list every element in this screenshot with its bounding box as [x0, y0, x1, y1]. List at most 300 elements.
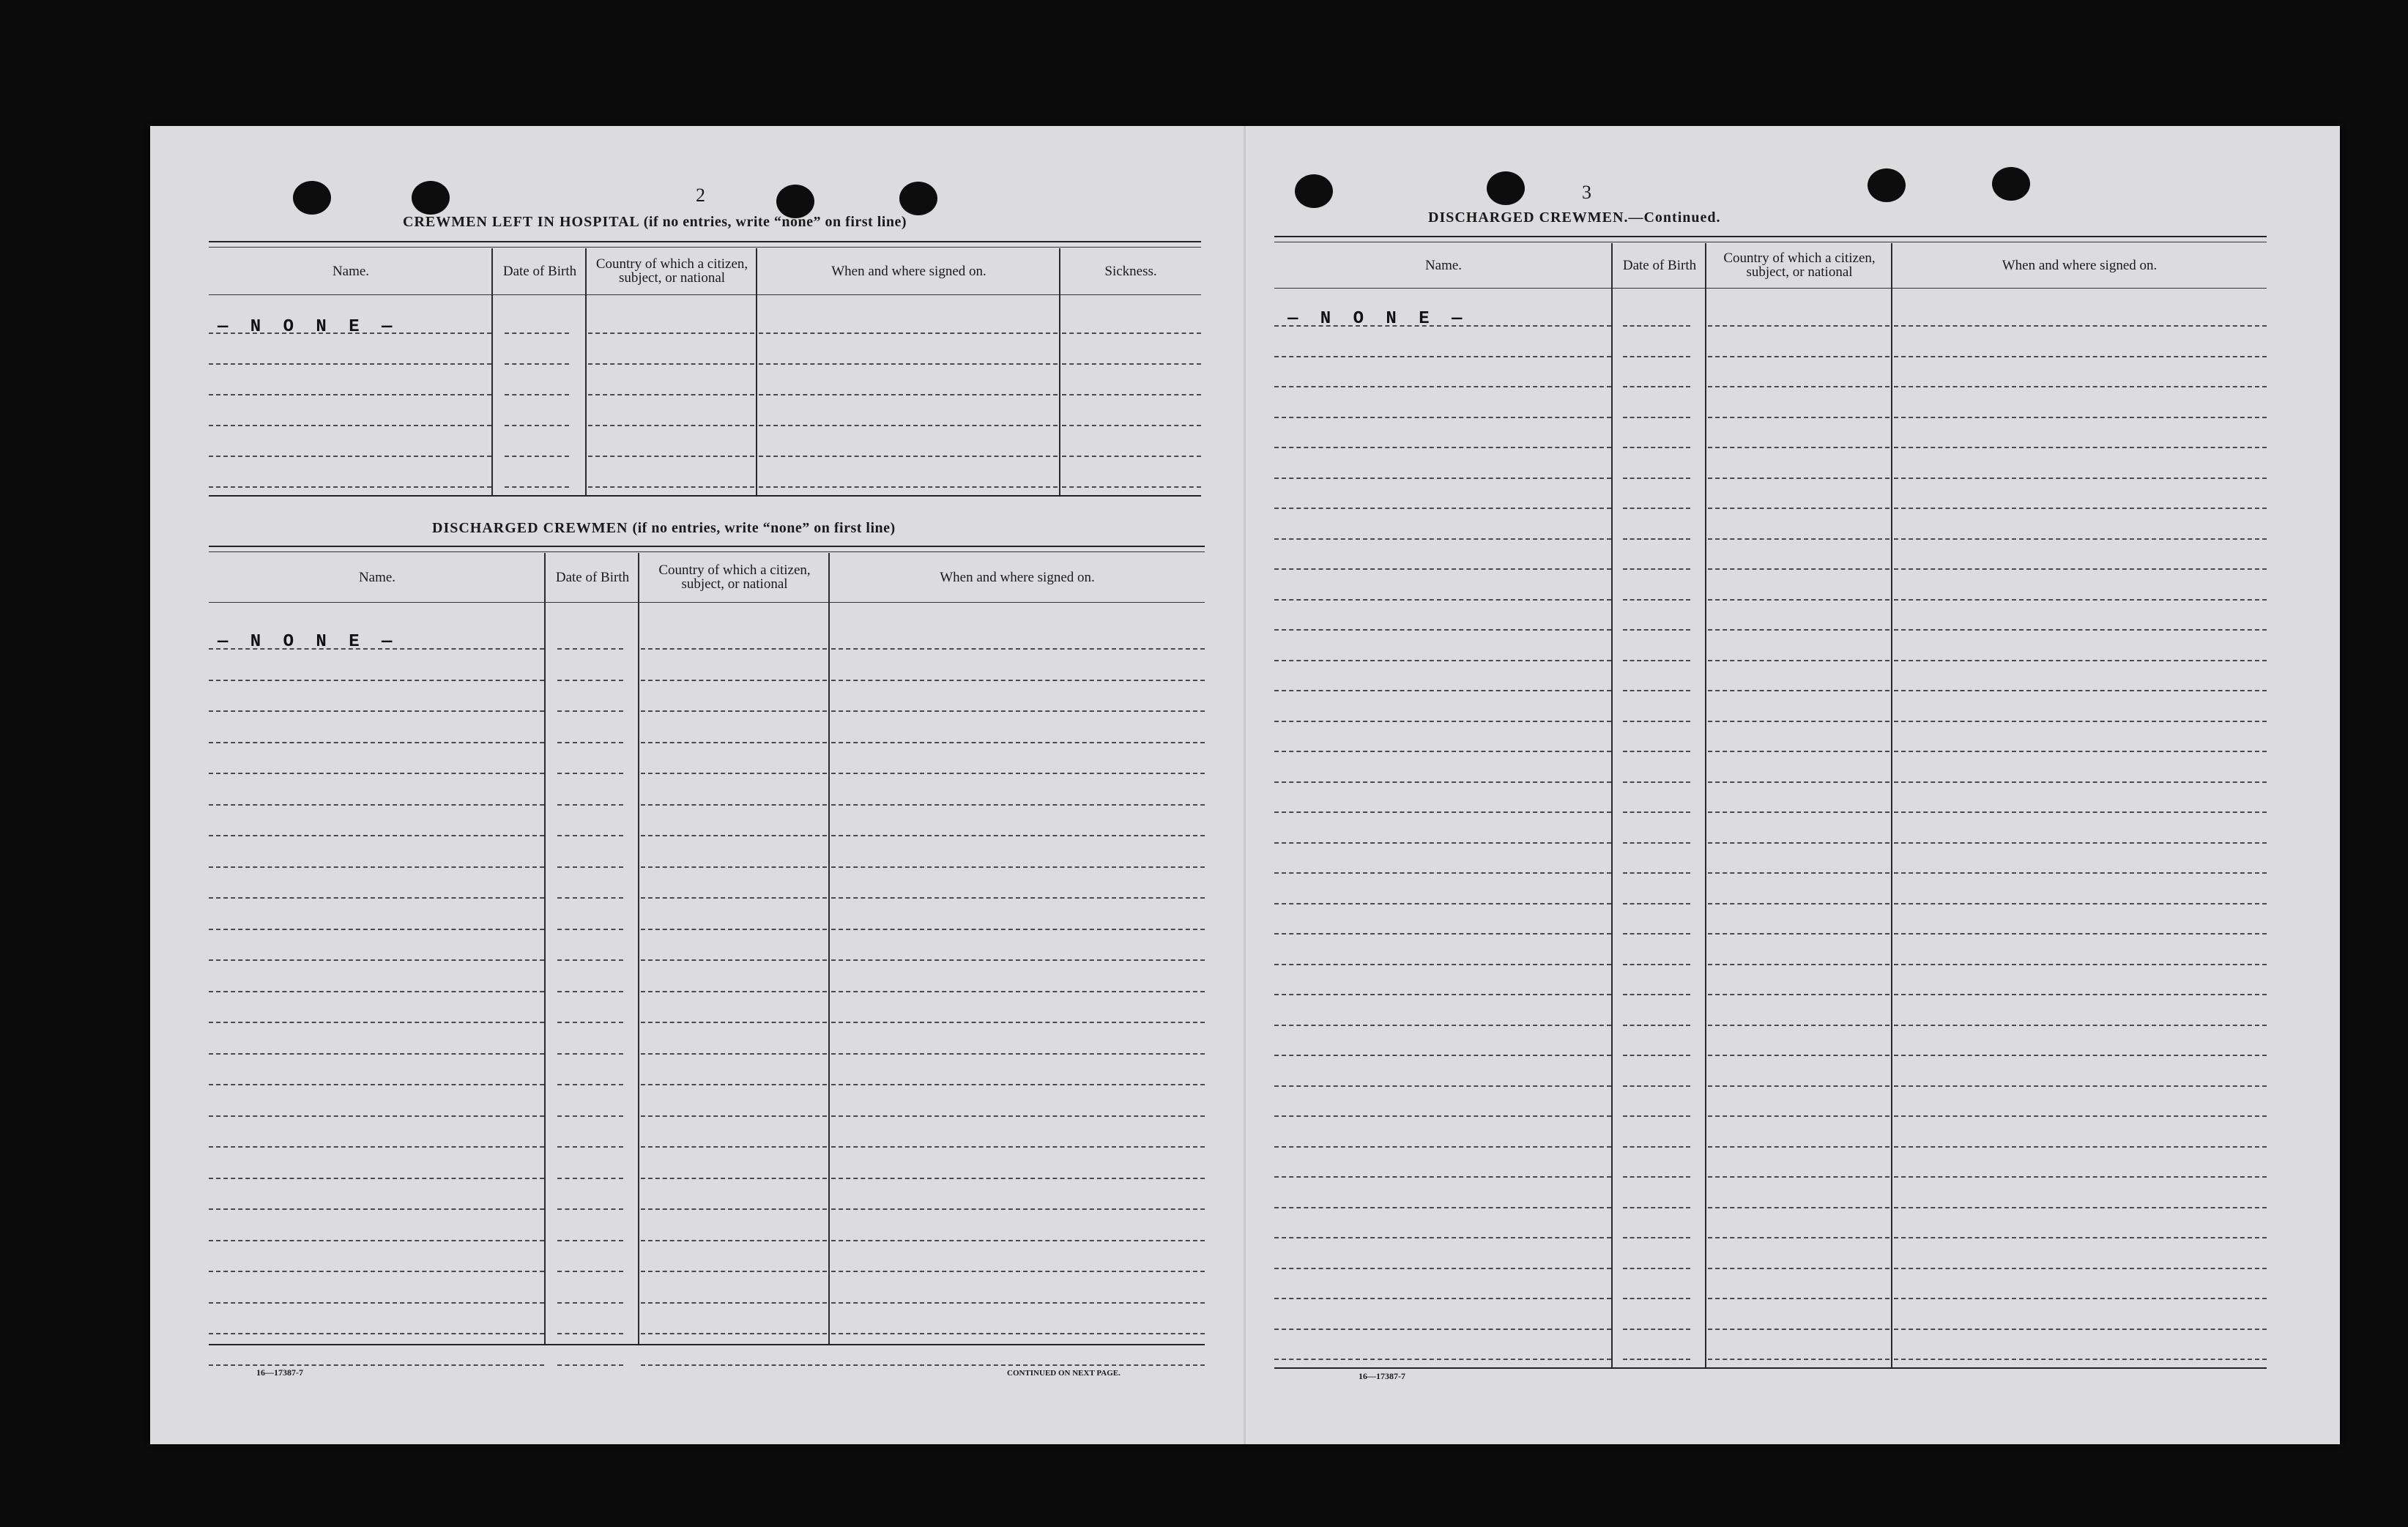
ruled-line	[831, 1364, 1205, 1366]
ruled-line	[209, 1146, 544, 1148]
ruled-line	[1274, 508, 1611, 509]
none-entry: — N O N E —	[218, 632, 398, 652]
ruled-line	[1894, 325, 2267, 327]
punch-hole	[293, 181, 331, 215]
ruled-line	[1623, 811, 1690, 813]
ruled-line	[505, 425, 569, 426]
ruled-line	[1708, 690, 1889, 691]
ruled-line	[557, 804, 623, 806]
left-page	[150, 126, 1245, 1444]
ruled-line	[505, 486, 569, 488]
ruled-line	[209, 897, 544, 899]
ruled-line	[1623, 1146, 1690, 1148]
ruled-line	[1708, 872, 1889, 874]
ruled-line	[1623, 964, 1690, 965]
ruled-line	[1708, 417, 1889, 418]
ruled-line	[1274, 721, 1611, 722]
ruled-line	[1708, 1176, 1889, 1178]
col-header-country: Country of which a citizen, subject, or national	[1723, 250, 1876, 280]
ruled-line	[1623, 325, 1690, 327]
ruled-line	[1894, 842, 2267, 844]
ruled-line	[209, 1208, 544, 1210]
ruled-line	[209, 991, 544, 992]
ruled-line	[831, 1271, 1205, 1272]
ruled-line	[557, 1333, 623, 1334]
ruled-line	[1274, 417, 1611, 418]
ruled-line	[1708, 660, 1889, 661]
ruled-line	[1894, 1115, 2267, 1117]
discharged-continued-table	[1274, 236, 2267, 1364]
ruled-line	[1708, 994, 1889, 995]
ruled-line	[1274, 1176, 1611, 1178]
ruled-line	[1274, 660, 1611, 661]
ruled-line	[1894, 964, 2267, 965]
ruled-line	[1274, 903, 1611, 904]
ruled-line	[641, 1240, 827, 1241]
ruled-line	[1894, 751, 2267, 752]
none-entry: — N O N E —	[218, 317, 398, 337]
hospital-title-instruction: (if no entries, write “none” on first line)	[643, 214, 907, 230]
ruled-line	[209, 332, 491, 334]
discharged-continued-title: DISCHARGED CREWMEN.—Continued.	[1428, 209, 1721, 226]
page-number: 2	[696, 185, 705, 206]
ruled-line	[209, 486, 491, 488]
ruled-line	[641, 835, 827, 836]
ruled-line	[641, 1333, 827, 1334]
ruled-line	[1708, 721, 1889, 722]
punch-hole	[1487, 171, 1525, 205]
ruled-line	[1623, 599, 1690, 601]
ruled-line	[1274, 690, 1611, 691]
ruled-line	[1274, 1146, 1611, 1148]
ruled-line	[831, 804, 1205, 806]
discharged-table	[209, 546, 1205, 1359]
ruled-line	[831, 959, 1205, 961]
ruled-line	[1274, 1268, 1611, 1269]
ruled-line	[1894, 447, 2267, 448]
ruled-line	[1708, 1055, 1889, 1056]
ruled-line	[1708, 538, 1889, 540]
ruled-line	[831, 680, 1205, 681]
ruled-line	[1894, 1207, 2267, 1208]
ruled-line	[831, 897, 1205, 899]
form-number: 16—17387-7	[256, 1367, 303, 1378]
ruled-line	[1623, 1176, 1690, 1178]
ruled-line	[1708, 629, 1889, 631]
ruled-line	[505, 363, 569, 365]
ruled-line	[641, 929, 827, 930]
ruled-line	[759, 363, 1058, 365]
ruled-line	[1623, 386, 1690, 387]
ruled-line	[831, 1208, 1205, 1210]
ruled-line	[1274, 872, 1611, 874]
ruled-line	[557, 742, 623, 743]
ruled-line	[1623, 781, 1690, 783]
ruled-line	[1623, 538, 1690, 540]
ruled-line	[641, 959, 827, 961]
ruled-line	[1708, 1298, 1889, 1299]
ruled-line	[1894, 538, 2267, 540]
ruled-line	[1894, 933, 2267, 935]
ruled-line	[1894, 721, 2267, 722]
ruled-line	[1623, 1085, 1690, 1087]
ruled-line	[209, 1115, 544, 1117]
ruled-line	[209, 742, 544, 743]
ruled-line	[1894, 1055, 2267, 1056]
ruled-line	[641, 1208, 827, 1210]
ruled-line	[1894, 660, 2267, 661]
ruled-line	[641, 1115, 827, 1117]
ruled-line	[1894, 568, 2267, 570]
ruled-line	[1894, 811, 2267, 813]
ruled-line	[641, 710, 827, 712]
ruled-line	[1274, 478, 1611, 479]
ruled-line	[831, 835, 1205, 836]
ruled-line	[1274, 568, 1611, 570]
col-header-name: Name.	[358, 569, 396, 585]
ruled-line	[557, 680, 623, 681]
ruled-line	[557, 1364, 623, 1366]
ruled-line	[641, 1178, 827, 1179]
ruled-line	[831, 742, 1205, 743]
ruled-line	[1623, 478, 1690, 479]
ruled-line	[831, 1178, 1205, 1179]
ruled-line	[1062, 394, 1201, 395]
ruled-line	[588, 394, 754, 395]
ruled-line	[1708, 356, 1889, 357]
ruled-line	[1623, 872, 1690, 874]
ruled-line	[209, 1271, 544, 1272]
ruled-line	[1062, 425, 1201, 426]
ruled-line	[1623, 690, 1690, 691]
right-page	[1245, 126, 2340, 1444]
ruled-line	[209, 1053, 544, 1055]
ruled-line	[641, 897, 827, 899]
ruled-line	[1623, 1329, 1690, 1330]
ruled-line	[1708, 1025, 1889, 1026]
ruled-line	[209, 648, 544, 650]
ledger-sheet	[150, 126, 2340, 1444]
ruled-line	[209, 959, 544, 961]
ruled-line	[1623, 447, 1690, 448]
ruled-line	[1894, 1359, 2267, 1360]
ruled-line	[1894, 903, 2267, 904]
ruled-line	[1274, 842, 1611, 844]
continued-note: CONTINUED ON NEXT PAGE.	[1007, 1369, 1121, 1378]
ruled-line	[1274, 629, 1611, 631]
ruled-line	[641, 1146, 827, 1148]
col-header-date-of-birth: Date of Birth	[1622, 257, 1697, 273]
col-header-signed-on: When and where signed on.	[940, 569, 1095, 585]
ruled-line	[831, 773, 1205, 774]
ruled-line	[557, 1053, 623, 1055]
ruled-line	[209, 929, 544, 930]
ruled-line	[1708, 1237, 1889, 1238]
punch-hole	[899, 182, 937, 215]
ruled-line	[588, 363, 754, 365]
ruled-line	[209, 835, 544, 836]
ruled-line	[1894, 1085, 2267, 1087]
ruled-line	[1708, 508, 1889, 509]
ruled-line	[1894, 1146, 2267, 1148]
ruled-line	[831, 991, 1205, 992]
ruled-line	[557, 1178, 623, 1179]
ruled-line	[209, 1240, 544, 1241]
ruled-line	[1894, 1329, 2267, 1330]
ruled-line	[557, 1240, 623, 1241]
ruled-line	[1274, 538, 1611, 540]
discharged-title-text: DISCHARGED CREWMEN	[432, 520, 628, 536]
ruled-line	[1708, 386, 1889, 387]
ruled-line	[1623, 1055, 1690, 1056]
ruled-line	[1274, 1025, 1611, 1026]
ruled-line	[209, 1022, 544, 1023]
ruled-line	[1274, 994, 1611, 995]
ruled-line	[1623, 751, 1690, 752]
ruled-line	[641, 1364, 827, 1366]
ruled-line	[1623, 1359, 1690, 1360]
ruled-line	[1894, 599, 2267, 601]
ruled-line	[1274, 933, 1611, 935]
ruled-line	[831, 1302, 1205, 1304]
ruled-line	[209, 394, 491, 395]
ruled-line	[1708, 1268, 1889, 1269]
col-header-name: Name.	[332, 263, 370, 279]
ruled-line	[1274, 1359, 1611, 1360]
ruled-line	[209, 1364, 544, 1366]
ruled-line	[209, 456, 491, 457]
ruled-line	[209, 866, 544, 868]
ruled-line	[831, 1022, 1205, 1023]
col-header-date-of-birth: Date of Birth	[555, 569, 630, 585]
ruled-line	[1623, 1025, 1690, 1026]
ruled-line	[1274, 386, 1611, 387]
hospital-title-text: CREWMEN LEFT IN HOSPITAL	[403, 214, 639, 230]
ruled-line	[557, 1084, 623, 1085]
ruled-line	[1623, 721, 1690, 722]
ruled-line	[1062, 486, 1201, 488]
ruled-line	[1623, 660, 1690, 661]
punch-hole	[1868, 168, 1906, 202]
ruled-line	[1062, 456, 1201, 457]
ruled-line	[641, 1022, 827, 1023]
form-number: 16—17387-7	[1359, 1371, 1405, 1381]
ruled-line	[1623, 842, 1690, 844]
ruled-line	[1708, 903, 1889, 904]
ruled-line	[831, 710, 1205, 712]
ruled-line	[557, 866, 623, 868]
discharged-title-instruction: (if no entries, write “none” on first line)	[632, 520, 896, 536]
ruled-line	[1274, 751, 1611, 752]
ruled-line	[209, 773, 544, 774]
ruled-line	[557, 648, 623, 650]
col-header-date-of-birth: Date of Birth	[502, 263, 577, 279]
ruled-line	[209, 710, 544, 712]
ruled-line	[831, 1146, 1205, 1148]
ruled-line	[759, 425, 1058, 426]
ruled-line	[1708, 325, 1889, 327]
ruled-line	[209, 1302, 544, 1304]
ruled-line	[831, 1115, 1205, 1117]
ruled-line	[1894, 1025, 2267, 1026]
ruled-line	[1623, 1298, 1690, 1299]
hospital-section-title	[403, 214, 907, 231]
page-number: 3	[1582, 182, 1591, 203]
ruled-line	[209, 1084, 544, 1085]
col-header-sickness: Sickness.	[1104, 263, 1157, 279]
ruled-line	[641, 804, 827, 806]
ruled-line	[505, 456, 569, 457]
ruled-line	[557, 929, 623, 930]
ruled-line	[1274, 356, 1611, 357]
ruled-line	[557, 1022, 623, 1023]
ruled-line	[1274, 1207, 1611, 1208]
ruled-line	[557, 1115, 623, 1117]
col-header-signed-on: When and where signed on.	[2002, 257, 2158, 273]
ruled-line	[588, 425, 754, 426]
ruled-line	[1623, 629, 1690, 631]
ruled-line	[1274, 599, 1611, 601]
ruled-line	[1708, 447, 1889, 448]
ruled-line	[641, 680, 827, 681]
ruled-line	[831, 1084, 1205, 1085]
ruled-line	[1274, 1085, 1611, 1087]
ruled-line	[1623, 933, 1690, 935]
ruled-line	[1894, 1237, 2267, 1238]
ruled-line	[209, 1333, 544, 1334]
ruled-line	[831, 648, 1205, 650]
ruled-line	[1894, 629, 2267, 631]
none-entry: — N O N E —	[1287, 309, 1468, 329]
ruled-line	[1708, 478, 1889, 479]
ruled-line	[1274, 1055, 1611, 1056]
ruled-line	[641, 991, 827, 992]
ruled-line	[588, 486, 754, 488]
ruled-line	[557, 1146, 623, 1148]
ruled-line	[1708, 1207, 1889, 1208]
ruled-line	[641, 648, 827, 650]
ruled-line	[1274, 447, 1611, 448]
ruled-line	[1623, 1237, 1690, 1238]
punch-hole	[1992, 167, 2030, 201]
col-header-signed-on: When and where signed on.	[831, 263, 986, 279]
ruled-line	[557, 1302, 623, 1304]
ruled-line	[1274, 781, 1611, 783]
ruled-line	[759, 332, 1058, 334]
ruled-line	[1623, 1207, 1690, 1208]
ruled-line	[1894, 508, 2267, 509]
discharged-section-title	[432, 520, 896, 537]
ruled-line	[641, 866, 827, 868]
ruled-line	[1274, 1329, 1611, 1330]
ruled-line	[1894, 1298, 2267, 1299]
ruled-line	[759, 394, 1058, 395]
ruled-line	[831, 1240, 1205, 1241]
ruled-line	[1708, 568, 1889, 570]
ruled-line	[588, 332, 754, 334]
ruled-line	[1708, 1085, 1889, 1087]
ruled-line	[557, 897, 623, 899]
ruled-line	[1708, 842, 1889, 844]
ruled-line	[505, 394, 569, 395]
ruled-line	[1894, 781, 2267, 783]
punch-hole	[412, 181, 450, 215]
ruled-line	[209, 363, 491, 365]
ruled-line	[1623, 903, 1690, 904]
ruled-line	[1708, 964, 1889, 965]
ruled-line	[1062, 363, 1201, 365]
ruled-line	[557, 710, 623, 712]
ruled-line	[1274, 964, 1611, 965]
ruled-line	[1894, 478, 2267, 479]
ruled-line	[1708, 1359, 1889, 1360]
ruled-line	[641, 773, 827, 774]
ruled-line	[1062, 332, 1201, 334]
ruled-line	[1708, 751, 1889, 752]
ruled-line	[1623, 1268, 1690, 1269]
ruled-line	[1623, 356, 1690, 357]
ruled-line	[1708, 811, 1889, 813]
ruled-line	[1708, 933, 1889, 935]
ruled-line	[1708, 1115, 1889, 1117]
col-header-country: Country of which a citizen, subject, or national	[595, 256, 748, 286]
ruled-line	[1894, 1268, 2267, 1269]
ruled-line	[1274, 811, 1611, 813]
ruled-line	[1708, 1329, 1889, 1330]
col-header-name: Name.	[1424, 257, 1463, 273]
ruled-line	[209, 804, 544, 806]
ruled-line	[641, 742, 827, 743]
ruled-line	[209, 425, 491, 426]
ruled-line	[831, 1053, 1205, 1055]
ruled-line	[1894, 1176, 2267, 1178]
ruled-line	[1708, 599, 1889, 601]
ruled-line	[1274, 325, 1611, 327]
ruled-line	[557, 835, 623, 836]
ruled-line	[557, 1271, 623, 1272]
ruled-line	[759, 456, 1058, 457]
ruled-line	[831, 929, 1205, 930]
ruled-line	[1894, 994, 2267, 995]
ruled-line	[641, 1084, 827, 1085]
ruled-line	[831, 866, 1205, 868]
ruled-line	[1894, 386, 2267, 387]
ruled-line	[557, 1208, 623, 1210]
ruled-line	[759, 486, 1058, 488]
ruled-line	[505, 332, 569, 334]
punch-hole	[1295, 174, 1333, 208]
ruled-line	[1894, 690, 2267, 691]
ruled-line	[1274, 1298, 1611, 1299]
ruled-line	[641, 1302, 827, 1304]
ruled-line	[1623, 994, 1690, 995]
ruled-line	[831, 1333, 1205, 1334]
ruled-line	[1623, 568, 1690, 570]
ruled-line	[588, 456, 754, 457]
ruled-line	[641, 1053, 827, 1055]
ruled-line	[1708, 1146, 1889, 1148]
ruled-line	[557, 773, 623, 774]
ruled-line	[1274, 1115, 1611, 1117]
ruled-line	[1894, 417, 2267, 418]
ruled-line	[1894, 356, 2267, 357]
ruled-line	[209, 1178, 544, 1179]
ruled-line	[641, 1271, 827, 1272]
ruled-line	[557, 991, 623, 992]
ruled-line	[557, 959, 623, 961]
ruled-line	[1623, 1115, 1690, 1117]
ruled-line	[209, 680, 544, 681]
